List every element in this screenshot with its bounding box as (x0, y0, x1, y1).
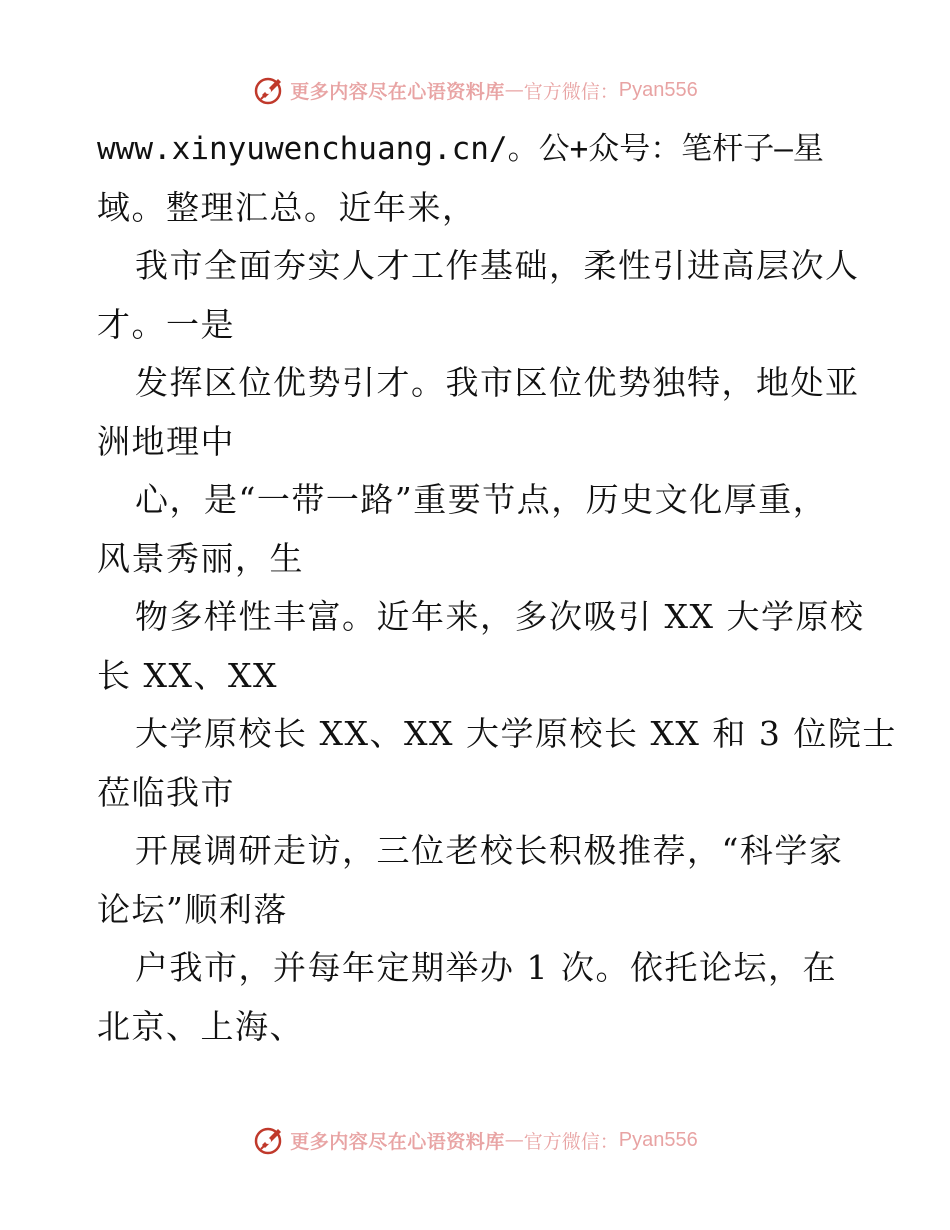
quill-logo-icon (252, 73, 286, 107)
header-brand: 更多内容尽在心语资料库 (290, 80, 505, 103)
text-line: 心，是“一带一路”重要节点，历史文化厚重， (135, 480, 828, 519)
header-wechat-id: Pyan556 (618, 78, 698, 101)
text-line: 长 XX、XX (97, 655, 278, 695)
text-line: 户我市，并每年定期举办 1 次。依托论坛，在 (135, 948, 837, 987)
header-separator: — (504, 79, 524, 101)
text-line: 洲地理中 (97, 421, 235, 461)
text-line: 发挥区位优势引才。我市区位优势独特，地处亚 (135, 363, 860, 402)
footer-brand: 更多内容尽在心语资料库 (290, 1130, 505, 1153)
text-line: 论坛”顺利落 (97, 889, 288, 929)
document-body (97, 120, 897, 1056)
text-line: 北京、上海、 (97, 1006, 304, 1046)
quill-logo-icon (252, 1123, 286, 1157)
header-wechat-label: 官方微信： (523, 80, 619, 103)
text-line: 开展调研走访，三位老校长积极推荐，“科学家 (135, 831, 844, 870)
text-line: 才。一是 (97, 304, 235, 344)
text-line: 大学原校长 XX、XX 大学原校长 XX 和 3 位院士 (135, 714, 897, 753)
text-line: 域。整理汇总。近年来， (97, 187, 477, 227)
footer-watermark (0, 1120, 950, 1160)
footer-wechat-label: 官方微信： (523, 1130, 619, 1153)
header-watermark (0, 70, 950, 110)
text-line: 风景秀丽，生 (97, 538, 304, 578)
footer-separator: — (504, 1129, 524, 1151)
text-line: www.xinyuwenchuang.cn/。公+众号：笔杆子—星 (97, 131, 824, 167)
text-line: 物多样性丰富。近年来，多次吸引 XX 大学原校 (135, 597, 865, 636)
text-line: 莅临我市 (97, 772, 235, 812)
footer-wechat-id: Pyan556 (618, 1128, 698, 1151)
text-line: 我市全面夯实人才工作基础，柔性引进高层次人 (135, 246, 860, 285)
